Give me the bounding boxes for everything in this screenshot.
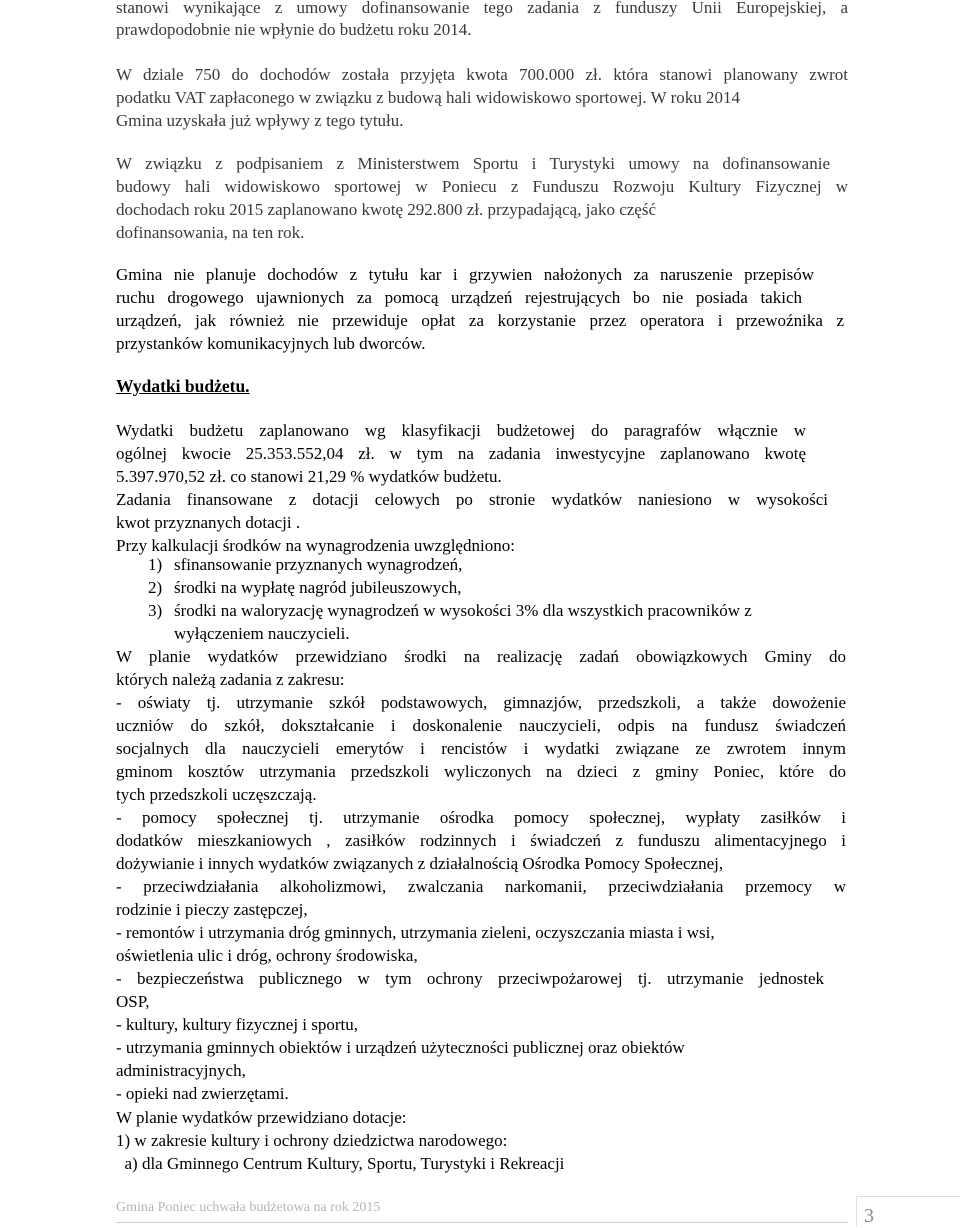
text-line: dochodach roku 2015 zaplanowano kwotę 292.800 zł. przypadającą, jako część (116, 200, 657, 219)
list-text: sfinansowanie przyznanych wynagrodzeń, (174, 555, 463, 574)
text-line: Gmina uzyskała już wpływy z tego tytułu. (116, 111, 404, 130)
list-number: 1) (148, 555, 163, 574)
text-line: Zadania finansowane z dotacji celowych po stronie wydatków naniesiono w wysokości (116, 490, 828, 509)
text-line: dożywianie i innych wydatków związanych z działalnością Ośrodka Pomocy Społecznej, (116, 854, 724, 873)
text-line: - oświaty tj. utrzymanie szkół podstawowych, gimnazjów, przedszkoli, a także dowożenie (116, 693, 846, 712)
text-line: Gmina nie planuje dochodów z tytułu kar i grzywien nałożonych za naruszenie przepisów (116, 265, 814, 284)
page-footer: Gmina Poniec uchwała budżetowa na rok 2015 (116, 1200, 381, 1215)
text-line: kwot przyznanych dotacji . (116, 513, 301, 532)
text-line: a) dla Gminnego Centrum Kultury, Sportu, Turystyki i Rekreacji (116, 1154, 565, 1173)
text-line: OSP, (116, 992, 150, 1011)
text-line: - opieki nad zwierzętami. (116, 1084, 289, 1103)
text-line: - utrzymania gminnych obiektów i urządzeń użyteczności publicznej oraz obiektów (116, 1038, 685, 1057)
text-line: Przy kalkulacji środków na wynagrodzenia uwzględniono: (116, 536, 515, 555)
text-line: - kultury, kultury fizycznej i sportu, (116, 1015, 359, 1034)
text-line: podatku VAT zapłaconego w związku z budową hali widowiskowo sportowej. W roku 2014 (116, 88, 741, 107)
text-line: uczniów do szkół, dokształcanie i doskonalenie nauczycieli, odpis na fundusz świadczeń (116, 716, 846, 735)
list-number: 2) (148, 578, 163, 597)
section-heading: Wydatki budżetu. (116, 376, 250, 396)
text-line: W związku z podpisaniem z Ministerstwem Sportu i Turystyki umowy na dofinansowanie (116, 154, 830, 173)
text-line: ruchu drogowego ujawnionych za pomocą urządzeń rejestrujących bo nie posiada takich (116, 288, 802, 307)
text-line: których należą zadania z zakresu: (116, 670, 345, 689)
text-line: ogólnej kwocie 25.353.552,04 zł. w tym na zadania inwestycyjne zaplanowano kwotę (116, 444, 806, 463)
text-line: W planie wydatków przewidziano dotacje: (116, 1108, 407, 1127)
list-text: środki na waloryzację wynagrodzeń w wysokości 3% dla wszystkich pracowników z (174, 601, 752, 620)
text-line: - bezpieczeństwa publicznego w tym ochrony przeciwpożarowej tj. utrzymanie jednostek (116, 969, 824, 988)
text-line: - remontów i utrzymania dróg gminnych, utrzymania zieleni, oczyszczania miasta i wsi, (116, 923, 715, 942)
text-line: prawdopodobnie nie wpłynie do budżetu roku 2014. (116, 20, 472, 39)
footer-divider (116, 1222, 848, 1223)
text-line: dofinansowania, na ten rok. (116, 223, 305, 242)
page-number: 3 (864, 1205, 874, 1227)
text-line: - pomocy społecznej tj. utrzymanie ośrodka pomocy społecznej, wypłaty zasiłków i (116, 808, 846, 827)
text-line: W planie wydatków przewidziano środki na realizację zadań obowiązkowych Gminy do (116, 647, 846, 666)
list-text: środki na wypłatę nagród jubileuszowych, (174, 578, 462, 597)
text-line: oświetlenia ulic i dróg, ochrony środowiska, (116, 946, 418, 965)
text-line: 5.397.970,52 zł. co stanowi 21,29 % wydatków budżetu. (116, 467, 502, 486)
text-line: administracyjnych, (116, 1061, 246, 1080)
text-line: 1) w zakresie kultury i ochrony dziedzictwa narodowego: (116, 1131, 508, 1150)
text-line: rodzinie i pieczy zastępczej, (116, 900, 308, 919)
text-line: Wydatki budżetu zaplanowano wg klasyfikacji budżetowej do paragrafów włącznie w (116, 421, 806, 440)
text-line: przystanków komunikacyjnych lub dworców. (116, 334, 426, 353)
text-line: tych przedszkoli uczęszczają. (116, 785, 317, 804)
text-line: budowy hali widowiskowo sportowej w Poniecu z Funduszu Rozwoju Kultury Fizycznej w (116, 177, 848, 196)
text-line: W dziale 750 do dochodów została przyjęta kwota 700.000 zł. która stanowi planowany zwrot (116, 65, 848, 84)
list-text-continued: wyłączeniem nauczycieli. (174, 624, 350, 643)
text-line: - przeciwdziałania alkoholizmowi, zwalczania narkomanii, przeciwdziałania przemocy w (116, 877, 846, 896)
text-line: stanowi wynikające z umowy dofinansowanie tego zadania z funduszy Unii Europejskiej, a (116, 0, 848, 17)
text-line: dodatków mieszkaniowych , zasiłków rodzinnych i świadczeń z funduszu alimentacyjnego i (116, 831, 846, 850)
text-line: urządzeń, jak również nie przewiduje opłat za korzystanie przez operatora i przewoźnika z (116, 311, 844, 330)
text-line: gminom kosztów utrzymania przedszkoli wyliczonych na dzieci z gminy Poniec, które do (116, 762, 846, 781)
list-number: 3) (148, 601, 163, 620)
text-line: socjalnych dla nauczycieli emerytów i rencistów i wydatki związane ze zwrotem innym (116, 739, 846, 758)
